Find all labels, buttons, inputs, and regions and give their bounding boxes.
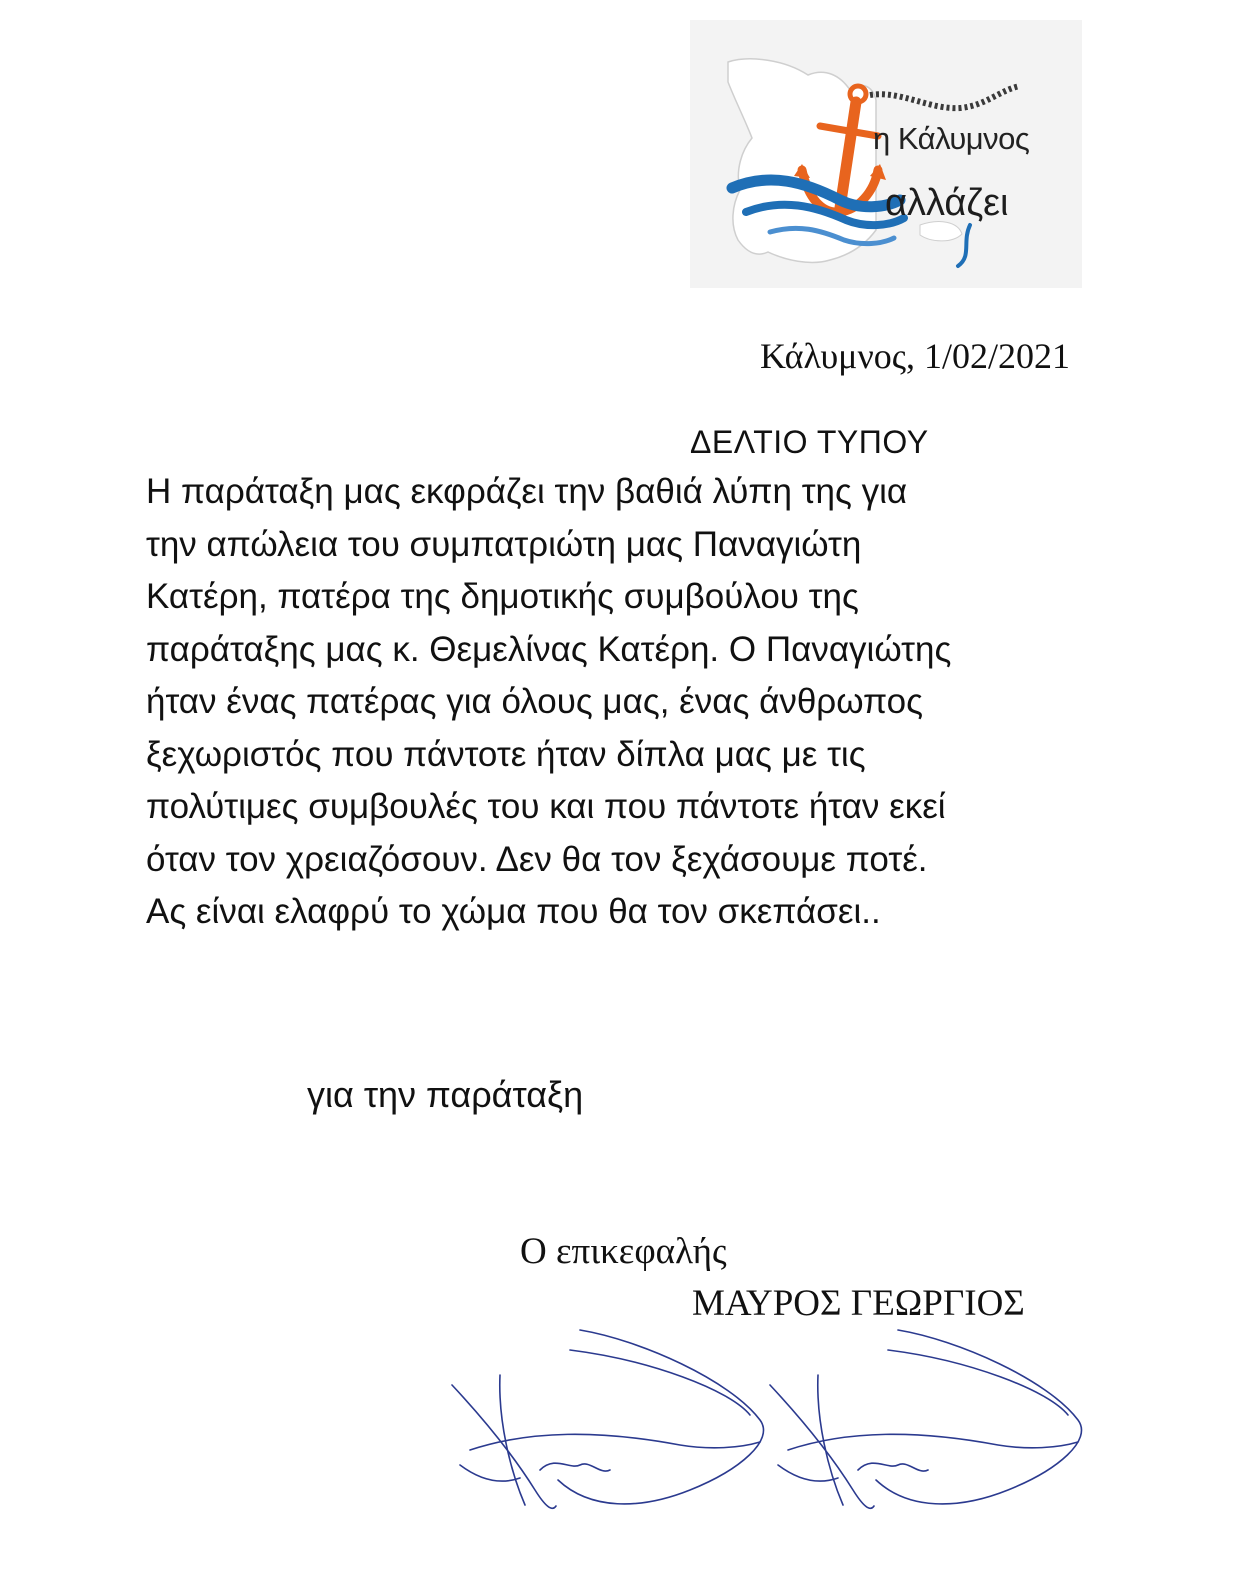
party-logo: [690, 20, 1082, 288]
handwritten-signature: [440, 1320, 1090, 1540]
signatory-role: Ο επικεφαλής: [520, 1231, 727, 1272]
document-title: ΔΕΛΤΙΟ ΤΥΠΟΥ: [690, 424, 929, 460]
body-line: πολύτιμες συμβουλές του και που πάντοτε ήταν εκεί: [146, 787, 946, 826]
body-line: όταν τον χρειαζόσουν. Δεν θα τον ξεχάσουμε ποτέ.: [146, 839, 928, 879]
closing-line: για την παράταξη: [307, 1074, 584, 1115]
signature-icon: [440, 1320, 1090, 1540]
body-line: Ας είναι ελαφρύ το χώμα που θα τον σκεπάσει..: [146, 892, 881, 931]
body-line: ξεχωριστός που πάντοτε ήταν δίπλα μας με τις: [146, 734, 866, 774]
body-line: Η παράταξη μας εκφράζει την βαθιά λύπη της για: [146, 472, 908, 511]
signatory-name: ΜΑΥΡΟΣ ΓΕΩΡΓΙΟΣ: [692, 1283, 1025, 1324]
body-line: την απώλεια του συμπατριώτη μας Παναγιώτη: [146, 524, 862, 564]
press-release-body: [146, 466, 1086, 939]
body-line: ήταν ένας πατέρας για όλους μας, ένας άνθρωπος: [146, 682, 924, 721]
document-date: Κάλυμνος, 1/02/2021: [760, 336, 1070, 376]
body-line: Κατέρη, πατέρα της δημοτικής συμβούλου της: [146, 577, 859, 616]
logo-text-top: η Κάλυμνος: [873, 121, 1030, 156]
logo-text-bottom: αλλάζει: [885, 182, 1009, 224]
body-line: παράταξης μας κ. Θεμελίνας Κατέρη. Ο Παναγιώτης: [146, 629, 952, 669]
